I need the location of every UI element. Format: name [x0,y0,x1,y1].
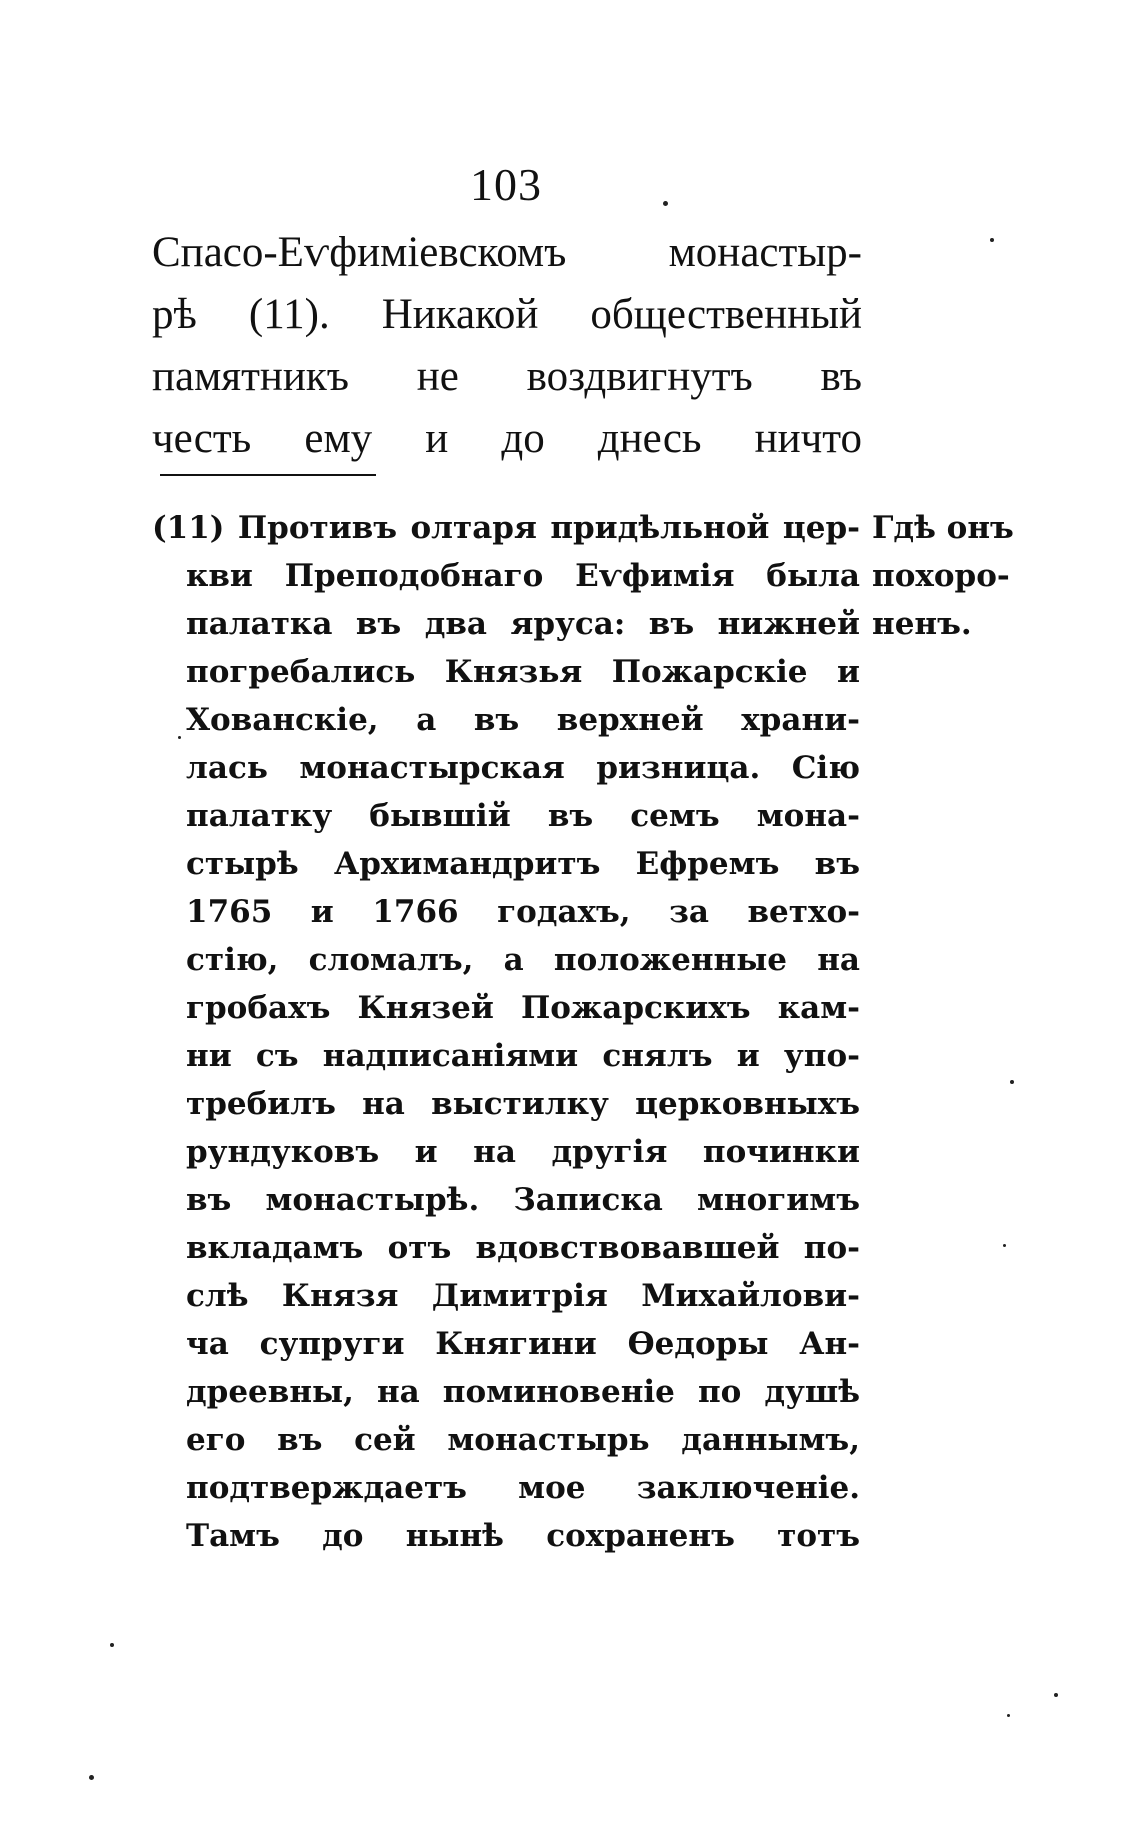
footnote-line: дреевны, на поминовеніе по душѣ [186,1374,860,1410]
main-text-line: рѣ (11). Никакой общественный [152,291,862,338]
scan-speck [1010,1080,1014,1084]
footnote-line: палатка въ два яруса: въ нижней [186,606,860,642]
scan-speck [110,1643,114,1647]
margin-note-line: похоро- [872,558,1010,594]
scan-speck [663,201,668,206]
footnote-line: ча супруги Княгини Ѳедоры Ан- [186,1326,860,1362]
footnote-line: подтверждаетъ мое заключеніе. [186,1470,860,1506]
footnote-line: 1765 и 1766 годахъ, за ветхо- [186,894,860,930]
footnote-line: въ монастырѣ. Записка многимъ [186,1182,860,1218]
footnote-line: Хованскіе, а въ верхней храни- [186,702,860,738]
footnote-line: рундуковъ и на другія починки [186,1134,860,1170]
footnote-line: (11) Противъ олтаря придѣльной цер- [152,510,860,546]
main-text-line: честь ему и до днесь ничто [152,415,862,462]
scan-speck [178,736,181,739]
main-text-line: Спасо-Еѵфиміевскомъ монастыр- [152,229,862,276]
footnote-line: стію, сломалъ, а положенные на [186,942,860,978]
margin-note-line: Гдѣ онъ [872,510,1014,546]
footnote-line: лась монастырская ризница. Сію [186,750,860,786]
scan-speck [1054,1693,1058,1697]
footnote-line: требилъ на выстилку церковныхъ [186,1086,860,1122]
scan-speck [990,238,994,242]
footnote-line: кви Преподобнаго Еѵфимія была [186,558,860,594]
footnote-line: ни съ надписаніями снялъ и упо- [186,1038,860,1074]
main-text-line: памятникъ не воздвигнутъ въ [152,353,862,400]
footnote-divider [160,474,376,476]
margin-note [872,504,1022,648]
footnote-line: гробахъ Князей Пожарскихъ кам- [186,990,860,1026]
footnote-line: погребались Князья Пожарскіе и [186,654,860,690]
footnote-line: вкладамъ отъ вдовствовавшей по- [186,1230,860,1266]
scan-speck [89,1775,94,1780]
scan-speck [1003,1244,1006,1247]
footnote-line: слѣ Князя Димитрія Михайлови- [186,1278,860,1314]
scan-speck [1007,1714,1010,1717]
footnote-line: Тамъ до нынѣ сохраненъ тотъ [186,1518,860,1554]
footnote-line: палатку бывшій въ семъ мона- [186,798,860,834]
footnote-line: его въ сей монастырь даннымъ, [186,1422,860,1458]
margin-note-line: ненъ. [872,606,972,642]
footnote [152,504,860,1560]
page-number: 103 [470,159,542,210]
main-text [152,222,862,470]
footnote-line: стырѣ Архимандритъ Ефремъ въ [186,846,860,882]
